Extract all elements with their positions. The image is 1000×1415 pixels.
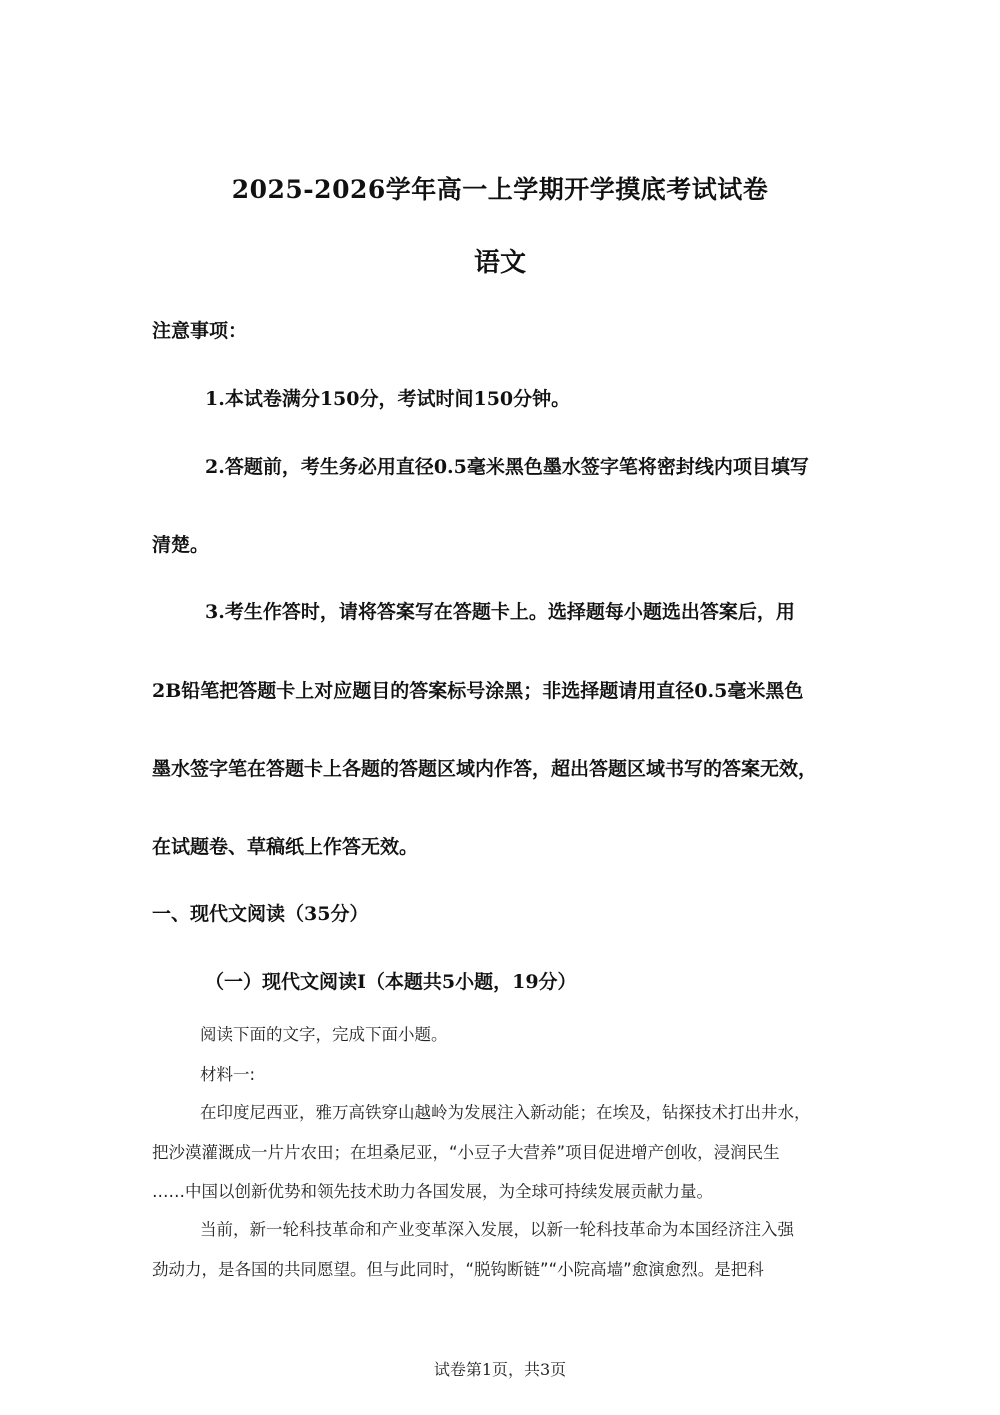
passage-paragraph-2-line-1: 当前，新一轮科技革命和产业变革深入发展，以新一轮科技革命为本国经济注入强	[200, 1220, 794, 1239]
material-label: 材料一:	[200, 1065, 256, 1084]
passage-paragraph-1-line-1: 在印度尼西亚，雅万高铁穿山越岭为发展注入新动能；在埃及，钻探技术打出井水，	[200, 1103, 811, 1122]
passage-paragraph-1-line-2: 把沙漠灌溉成一片片农田；在坦桑尼亚，“小豆子大营养”项目促进增产创收，浸润民生	[152, 1143, 780, 1162]
exam-title: 2025-2026学年高一上学期开学摸底考试试卷	[231, 175, 769, 204]
notice-item-3-line-2: 2B铅笔把答题卡上对应题目的答案标号涂黑；非选择题请用直径0.5毫米黑色	[152, 680, 804, 702]
subject-title: 语文	[473, 248, 526, 278]
section-1-subheading: （一）现代文阅读Ⅰ（本题共5小题，19分）	[205, 971, 577, 993]
reading-instruction: 阅读下面的文字，完成下面小题。	[200, 1025, 448, 1044]
notice-item-3-line-3: 墨水签字笔在答题卡上各题的答题区域内作答，超出答题区域书写的答案无效，	[152, 758, 818, 780]
notice-item-1: 1.本试卷满分150分，考试时间150分钟。	[205, 388, 571, 410]
notice-item-3-line-4: 在试题卷、草稿纸上作答无效。	[152, 836, 419, 858]
passage-paragraph-1-line-3: ……中国以创新优势和领先技术助力各国发展，为全球可持续发展贡献力量。	[152, 1182, 713, 1201]
section-1-heading: 一、现代文阅读（35分）	[152, 903, 369, 925]
notice-heading: 注意事项：	[152, 320, 248, 342]
notice-item-3-line-1: 3.考生作答时，请将答案写在答题卡上。选择题每小题选出答案后，用	[205, 601, 795, 623]
passage-paragraph-2-line-2: 劲动力，是各国的共同愿望。但与此同时，“脱钩断链”“小院高墙”愈演愈烈。是把科	[152, 1260, 764, 1279]
notice-item-2-line-2: 清楚。	[152, 534, 210, 556]
page-footer: 试卷第1页，共3页	[433, 1360, 567, 1379]
notice-item-2-line-1: 2.答题前，考生务必用直径0.5毫米黑色墨水签字笔将密封线内项目填写	[205, 456, 809, 478]
